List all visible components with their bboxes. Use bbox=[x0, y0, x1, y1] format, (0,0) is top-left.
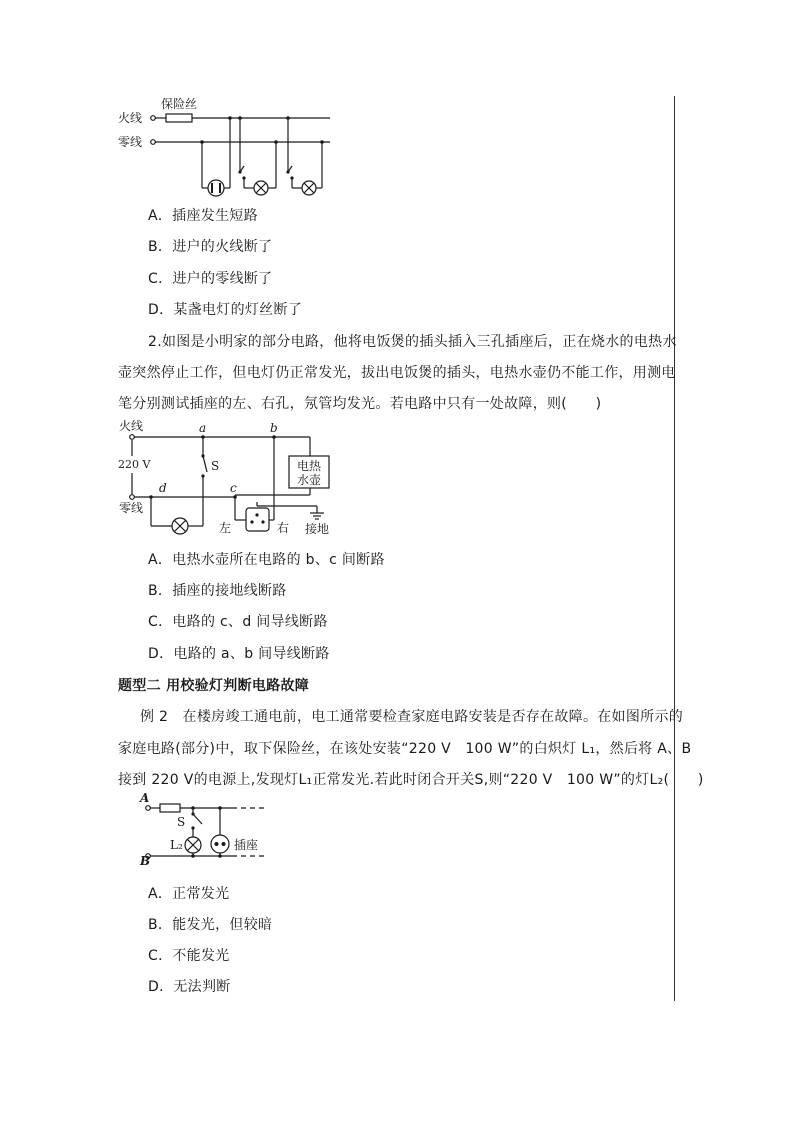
fig3-socket-label: 插座 bbox=[234, 838, 259, 852]
section-heading: 题型二 用校验灯判断电路故障 bbox=[118, 678, 310, 694]
q1-option-a[interactable]: A．插座发生短路 bbox=[148, 208, 258, 224]
fig3-switch-label: S bbox=[177, 815, 186, 829]
q2-option-d[interactable]: D．电路的 a、b 间导线断路 bbox=[148, 646, 330, 662]
neutral-wire-label: 零线 bbox=[118, 135, 143, 149]
example2-text-line-1: 例 2 在楼房竣工通电前，电工通常要检查家庭电路安装是否存在故障。在如图所示的 bbox=[140, 709, 684, 725]
kettle-label-line-2: 水壶 bbox=[297, 473, 322, 487]
fig2-neutral-label: 零线 bbox=[119, 501, 144, 515]
example2-text-line-2: 家庭电路(部分)中，取下保险丝，在该处安装“220 V 100 W”的白炽灯 L₁，然后将 A、B bbox=[118, 741, 692, 757]
node-b-label: b bbox=[270, 421, 278, 435]
terminal-b-label: B bbox=[140, 854, 151, 868]
ex2-option-c[interactable]: C．不能发光 bbox=[148, 948, 230, 964]
switch-s-label: S bbox=[211, 459, 220, 473]
terminal-a-label: A bbox=[140, 791, 150, 805]
q2-text-line-3: 笔分别测试插座的左、右孔，氖管均发光。若电路中只有一处故障，则( ) bbox=[118, 396, 602, 412]
q2-option-b[interactable]: B．插座的接地线断路 bbox=[148, 583, 287, 599]
node-a-label: a bbox=[199, 421, 207, 435]
ex2-option-d[interactable]: D．无法判断 bbox=[148, 979, 231, 995]
node-d-label: d bbox=[159, 481, 167, 495]
live-wire-label: 火线 bbox=[118, 111, 143, 125]
fig2-voltage-label: 220 V bbox=[118, 458, 151, 471]
ground-label: 接地 bbox=[305, 522, 330, 536]
q1-option-b[interactable]: B．进户的火线断了 bbox=[148, 239, 273, 255]
q1-option-c[interactable]: C．进户的零线断了 bbox=[148, 271, 273, 287]
kettle-label-line-1: 电热 bbox=[297, 459, 322, 473]
right-margin-rule bbox=[674, 96, 675, 1001]
node-c-label: c bbox=[230, 481, 237, 495]
lamp-l2-label: L₂ bbox=[170, 838, 183, 852]
socket-left-label: 左 bbox=[219, 521, 232, 535]
q1-option-d[interactable]: D．某盏电灯的灯丝断了 bbox=[148, 302, 303, 318]
socket-right-label: 右 bbox=[277, 521, 290, 535]
fuse-label: 保险丝 bbox=[161, 97, 198, 111]
ex2-option-b[interactable]: B．能发光，但较暗 bbox=[148, 917, 273, 933]
q2-option-c[interactable]: C．电路的 c、d 间导线断路 bbox=[148, 614, 328, 630]
ex2-option-a[interactable]: A．正常发光 bbox=[148, 886, 230, 902]
figure-3-circuit bbox=[138, 790, 298, 868]
fig2-live-label: 火线 bbox=[119, 419, 144, 433]
q2-text-line-1: 2.如图是小明家的部分电路，他将电饭煲的插头插入三孔插座后，正在烧水的电热水 bbox=[148, 334, 677, 350]
figure-1-circuit bbox=[110, 90, 350, 200]
figure-2-circuit bbox=[115, 420, 355, 535]
q2-option-a[interactable]: A．电热水壶所在电路的 b、c 间断路 bbox=[148, 552, 385, 568]
q2-text-line-2: 壶突然停止工作，但电灯仍正常发光，拔出电饭煲的插头，电热水壶仍不能工作，用测电 bbox=[118, 365, 676, 381]
example2-text-line-3: 接到 220 V的电源上,发现灯L₁正常发光.若此时闭合开关S,则“220 V 100 W”的灯L₂( ) bbox=[118, 772, 704, 788]
